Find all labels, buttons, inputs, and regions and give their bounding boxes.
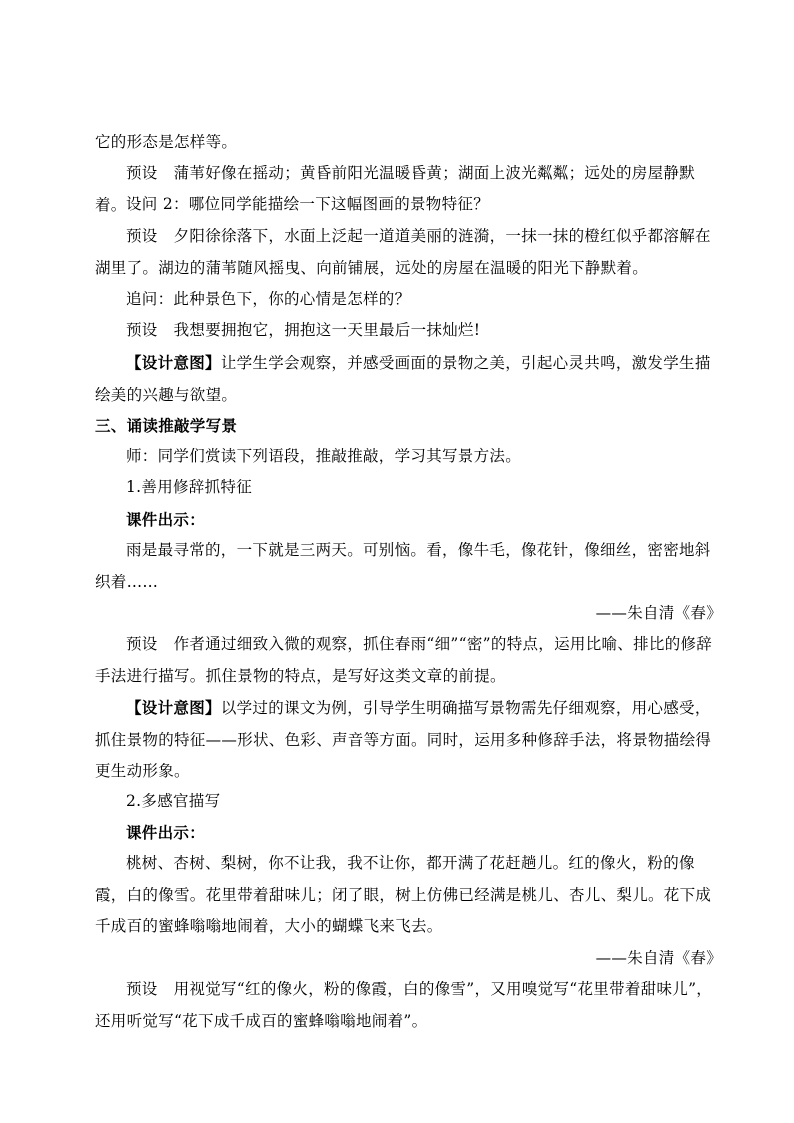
quote-text: 桃树、杏树、梨树，你不让我，我不让你，都开满了花赶趟儿。红的像火，粉的像霞，白的像雪。花里带着甜味儿；闭了眼，树上仿佛已经满是桃儿、杏儿、梨儿。花下成千成百的蜜蜂嗡嗡地闹着，大小的蝴蝶飞来飞去。	[95, 854, 712, 935]
preset-label: 预设	[126, 227, 158, 245]
courseware-label-1	[95, 504, 722, 536]
paragraph-text: 设问 2：哪位同学能描绘一下这幅图画的景物特征？	[126, 195, 489, 213]
quote-source-2	[95, 943, 722, 975]
paragraph-text: 我想要拥抱它，拥抱这一天里最后一抹灿烂!	[173, 321, 481, 339]
preset-label: 预设	[126, 980, 158, 998]
quote-text: 雨是最寻常的，一下就是三两天。可别恼。看，像牛毛，像花针，像细丝，密密地斜织着……	[95, 541, 711, 591]
paragraph-text: 夕阳徐徐落下，水面上泛起一道道美丽的涟漪，一抹一抹的橙红似乎都溶解在湖里了。湖边的蒲苇随风摇曳、向前铺展，远处的房屋在温暖的阳光下静默着。	[95, 227, 711, 277]
preset-label: 预设	[126, 321, 158, 339]
source-text: ——朱自清《春》	[595, 949, 722, 967]
quote-2	[95, 848, 722, 943]
paragraph-text: 师：同学们赏读下列语段，推敲推敲，学习其写景方法。	[126, 447, 522, 465]
courseware-text: 课件出示：	[126, 510, 206, 529]
paragraph-text: 追问：此种景色下，你的心情是怎样的？	[126, 290, 411, 308]
paragraph-preset-2	[95, 221, 722, 284]
heading-text: 三、诵读推敲学写景	[95, 416, 238, 435]
paragraph-design-intent-1	[95, 347, 722, 411]
paragraph-text: 让学生学会观察，并感受画面的景物之美，引起心灵共鸣，激发学生描绘美的兴趣与欲望。	[95, 354, 711, 404]
paragraph-teacher	[95, 441, 722, 473]
paragraph-follow-up	[95, 284, 722, 316]
subheading-text: 1.善用修辞抓特征	[126, 478, 252, 496]
subheading-text: 2.多感官描写	[126, 792, 221, 810]
paragraph-text: 蒲苇好像在摇动；黄昏前阳光温暖昏黄；湖面上波光粼粼；远处的房屋静默着。	[95, 164, 696, 214]
paragraph-preset-3	[95, 315, 722, 347]
paragraph-continuation	[95, 127, 722, 159]
subheading-2	[95, 786, 722, 818]
paragraph-preset-4	[95, 629, 722, 692]
section-heading	[95, 410, 722, 442]
preset-label: 预设	[126, 164, 158, 182]
design-intent-label: 【设计意图】	[126, 698, 221, 717]
courseware-label-2	[95, 817, 722, 849]
source-text: ——朱自清《春》	[595, 604, 722, 622]
paragraph-text: 作者通过细致入微的观察，抓住春雨“细”“密”的特点，运用比喻、排比的修辞手法进行描写。抓住景物的特点，是写好这类文章的前提。	[95, 635, 713, 685]
design-intent-label: 【设计意图】	[126, 353, 221, 372]
courseware-text: 课件出示：	[126, 823, 206, 842]
paragraph-preset-5	[95, 974, 722, 1037]
paragraph-text: 它的形态是怎样等。	[95, 133, 238, 151]
quote-1	[95, 535, 722, 598]
paragraph-design-intent-2	[95, 692, 722, 788]
preset-label: 预设	[126, 635, 158, 653]
paragraph-question-2	[95, 189, 722, 221]
subheading-1	[95, 472, 722, 504]
paragraph-text: 用视觉写“红的像火，粉的像霞，白的像雪”，又用嗅觉写“花里带着甜味儿”，还用听觉写“花下成千成百的蜜蜂嗡嗡地闹着”。	[95, 980, 713, 1030]
paragraph-text: 以学过的课文为例，引导学生明确描写景物需先仔细观察，用心感受，抓住景物的特征——形状、色彩、声音等方面。同时，运用多种修辞手法，将景物描绘得更生动形象。	[95, 699, 712, 780]
quote-source-1	[95, 598, 722, 630]
